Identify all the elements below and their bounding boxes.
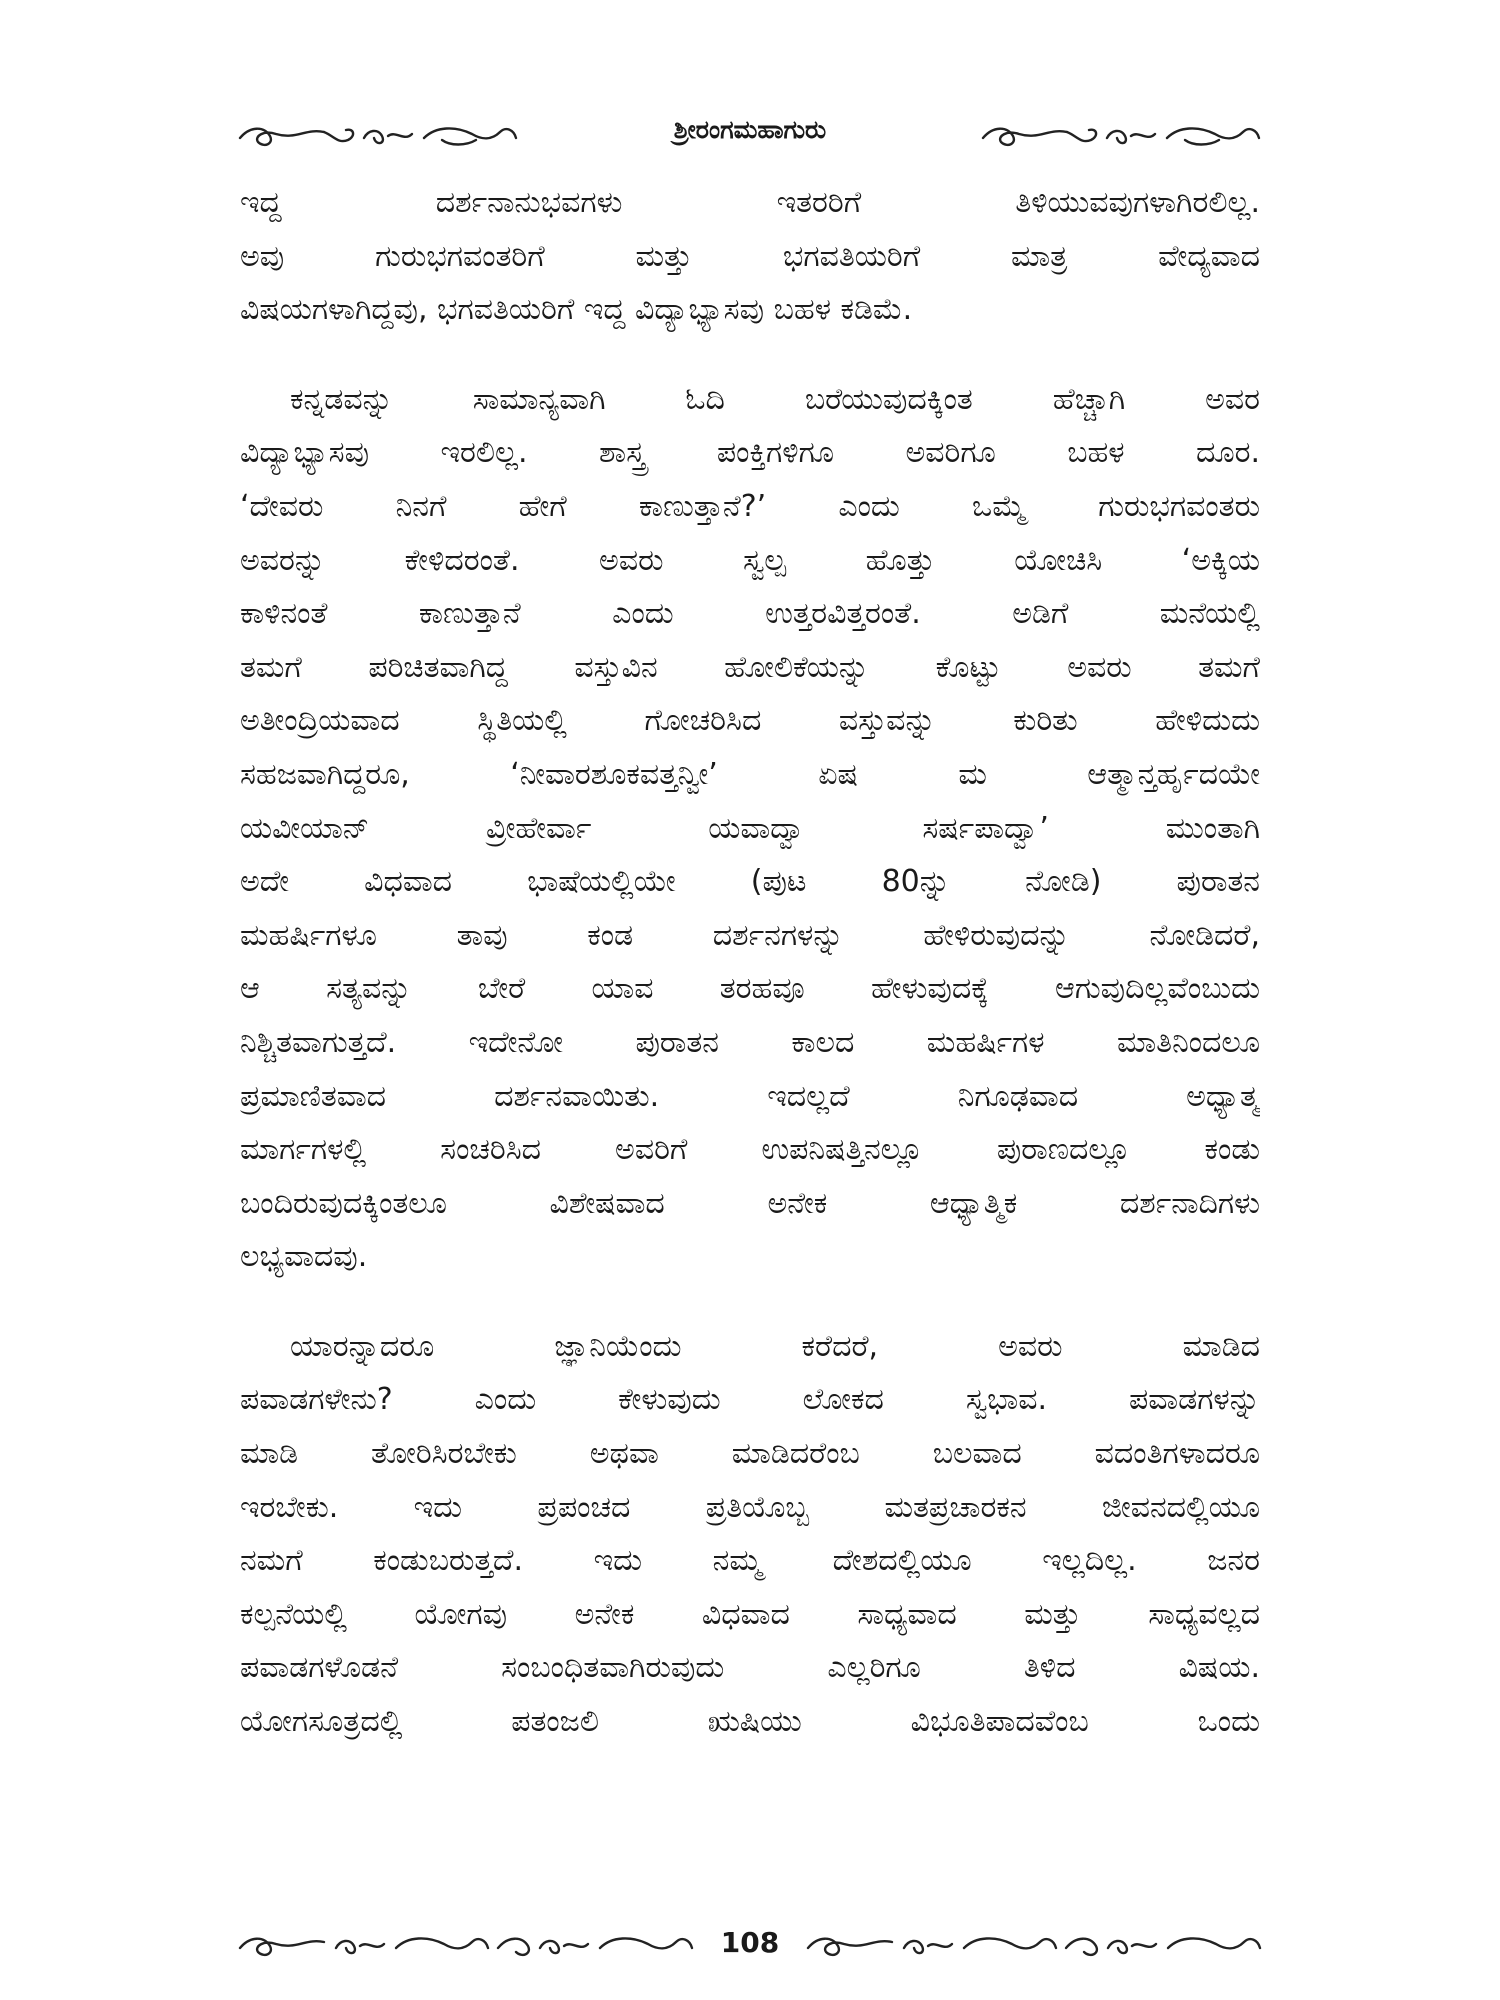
text-line: ಯಾರನ್ನಾದರೂ ಜ್ಞಾನಿಯೆಂದು ಕರೆದರೆ, ಅವರು ಮಾಡಿದ: [290, 1328, 1260, 1364]
text-line: ಕನ್ನಡವನ್ನು ಸಾಮಾನ್ಯವಾಗಿ ಓದಿ ಬರೆಯುವುದಕ್ಕಿಂತ ಹೆಚ್ಚಾಗಿ ಅವರ: [290, 381, 1260, 417]
paragraph-1: [240, 176, 1260, 337]
text-line: ಸಹಜವಾಗಿದ್ದರೂ, ‘ನೀವಾರಶೂಕವತ್ತನ್ವೀ’ ಏಷ ಮ ಆತ್ಮಾನ್ತರ್ಹೃದಯೇ: [240, 756, 1260, 792]
text-line: ಇರಬೇಕು. ಇದು ಪ್ರಪಂಚದ ಪ್ರತಿಯೊಬ್ಬ ಮತಪ್ರಚಾರಕನ ಜೀವನದಲ್ಲಿಯೂ: [240, 1489, 1260, 1525]
text-line: ಪವಾಡಗಳೊಡನೆ ಸಂಬಂಧಿತವಾಗಿರುವುದು ಎಲ್ಲರಿಗೂ ತಿಳಿದ ವಿಷಯ.: [240, 1650, 1260, 1686]
flourish-ornament-icon: [236, 1928, 696, 1962]
text-line: ಅದೇ ವಿಧವಾದ ಭಾಷೆಯಲ್ಲಿಯೇ (ಪುಟ 80ನ್ನು ನೋಡಿ) ಪುರಾತನ: [240, 864, 1260, 900]
text-line: ಅತೀಂದ್ರಿಯವಾದ ಸ್ಥಿತಿಯಲ್ಲಿ ಗೋಚರಿಸಿದ ವಸ್ತುವನ್ನು ಕುರಿತು ಹೇಳಿದುದು: [240, 703, 1260, 739]
flourish-ornament-icon: [979, 118, 1264, 152]
text-line: ಕಾಳಿನಂತೆ ಕಾಣುತ್ತಾನೆ ಎಂದು ಉತ್ತರವಿತ್ತರಂತೆ. ಅಡಿಗೆ ಮನೆಯಲ್ಲಿ: [240, 596, 1260, 632]
text-line: ‘ದೇವರು ನಿನಗೆ ಹೇಗೆ ಕಾಣುತ್ತಾನೆ?’ ಎಂದು ಒಮ್ಮೆ ಗುರುಭಗವಂತರು: [240, 488, 1260, 524]
text-line: ಅವು ಗುರುಭಗವಂತರಿಗೆ ಮತ್ತು ಭಗವತಿಯರಿಗೆ ಮಾತ್ರ ವೇದ್ಯವಾದ: [240, 238, 1260, 274]
flourish-ornament-icon: [804, 1928, 1264, 1962]
text-line: ತಮಗೆ ಪರಿಚಿತವಾಗಿದ್ದ ವಸ್ತುವಿನ ಹೋಲಿಕೆಯನ್ನು ಕೊಟ್ಟು ಅವರು ತಮಗೆ: [240, 649, 1260, 685]
text-line: ಬಂದಿರುವುದಕ್ಕಿಂತಲೂ ವಿಶೇಷವಾದ ಅನೇಕ ಆಧ್ಯಾತ್ಮಿಕ ದರ್ಶನಾದಿಗಳು: [240, 1185, 1260, 1221]
page-number: 108: [720, 1926, 780, 1959]
text-line: ಯವೀಯಾನ್ ವ್ರೀಹೇರ್ವಾ ಯವಾದ್ವಾ ಸರ್ಷಪಾದ್ವಾ’ ಮುಂತಾಗಿ: [240, 810, 1260, 846]
page-header: [236, 108, 1264, 158]
text-line: ಕಲ್ಪನೆಯಲ್ಲಿ ಯೋಗವು ಅನೇಕ ವಿಧವಾದ ಸಾಧ್ಯವಾದ ಮತ್ತು ಸಾಧ್ಯವಲ್ಲದ: [240, 1596, 1260, 1632]
text-line: ಪವಾಡಗಳೇನು? ಎಂದು ಕೇಳುವುದು ಲೋಕದ ಸ್ವಭಾವ. ಪವಾಡಗಳನ್ನು: [240, 1382, 1260, 1418]
flourish-ornament-icon: [236, 118, 521, 152]
running-header-title: ಶ್ರೀರಂಗಮಹಾಗುರು: [673, 115, 827, 144]
text-line: ನಮಗೆ ಕಂಡುಬರುತ್ತದೆ. ಇದು ನಮ್ಮ ದೇಶದಲ್ಲಿಯೂ ಇಲ್ಲದಿಲ್ಲ. ಜನರ: [240, 1543, 1260, 1579]
text-line: ಇದ್ದ ದರ್ಶನಾನುಭವಗಳು ಇತರರಿಗೆ ತಿಳಿಯುವವುಗಳಾಗಿರಲಿಲ್ಲ.: [240, 185, 1260, 220]
text-line: ಆ ಸತ್ಯವನ್ನು ಬೇರೆ ಯಾವ ತರಹವೂ ಹೇಳುವುದಕ್ಕೆ ಆಗುವುದಿಲ್ಲವೆಂಬುದು: [240, 971, 1260, 1007]
text-line: ವಿದ್ಯಾಭ್ಯಾಸವು ಇರಲಿಲ್ಲ. ಶಾಸ್ತ್ರ ಪಂಕ್ತಿಗಳಿಗೂ ಅವರಿಗೂ ಬಹಳ ದೂರ.: [240, 435, 1260, 471]
page-footer: [236, 1920, 1264, 1966]
paragraph-3: [240, 1320, 1260, 1749]
paragraph-2: [240, 373, 1260, 1284]
page-body: [240, 176, 1260, 1785]
text-line: ಮಹರ್ಷಿಗಳೂ ತಾವು ಕಂಡ ದರ್ಶನಗಳನ್ನು ಹೇಳಿರುವುದನ್ನು ನೋಡಿದರೆ,: [240, 917, 1260, 953]
text-line: ಲಭ್ಯವಾದವು.: [240, 1239, 368, 1275]
text-line: ಮಾರ್ಗಗಳಲ್ಲಿ ಸಂಚರಿಸಿದ ಅವರಿಗೆ ಉಪನಿಷತ್ತಿನಲ್ಲೂ ಪುರಾಣದಲ್ಲೂ ಕಂಡು: [240, 1132, 1260, 1168]
text-line: ವಿಷಯಗಳಾಗಿದ್ದವು, ಭಗವತಿಯರಿಗೆ ಇದ್ದ ವಿದ್ಯಾಭ್ಯಾಸವು ಬಹಳ ಕಡಿಮೆ.: [240, 292, 913, 328]
text-line: ಮಾಡಿ ತೋರಿಸಿರಬೇಕು ಅಥವಾ ಮಾಡಿದರೆಂಬ ಬಲವಾದ ವದಂತಿಗಳಾದರೂ: [240, 1436, 1260, 1472]
text-line: ನಿಶ್ಚಿತವಾಗುತ್ತದೆ. ಇದೇನೋ ಪುರಾತನ ಕಾಲದ ಮಹರ್ಷಿಗಳ ಮಾತಿನಿಂದಲೂ: [240, 1024, 1260, 1060]
text-line: ಪ್ರಮಾಣಿತವಾದ ದರ್ಶನವಾಯಿತು. ಇದಲ್ಲದೆ ನಿಗೂಢವಾದ ಅಧ್ಯಾತ್ಮ: [240, 1078, 1260, 1114]
text-line: ಅವರನ್ನು ಕೇಳಿದರಂತೆ. ಅವರು ಸ್ವಲ್ಪ ಹೊತ್ತು ಯೋಚಿಸಿ ‘ಅಕ್ಕಿಯ: [240, 542, 1260, 578]
text-line: ಯೋಗಸೂತ್ರದಲ್ಲಿ ಪತಂಜಲಿ ಋಷಿಯು ವಿಭೂತಿಪಾದವೆಂಬ ಒಂದು: [240, 1704, 1260, 1740]
